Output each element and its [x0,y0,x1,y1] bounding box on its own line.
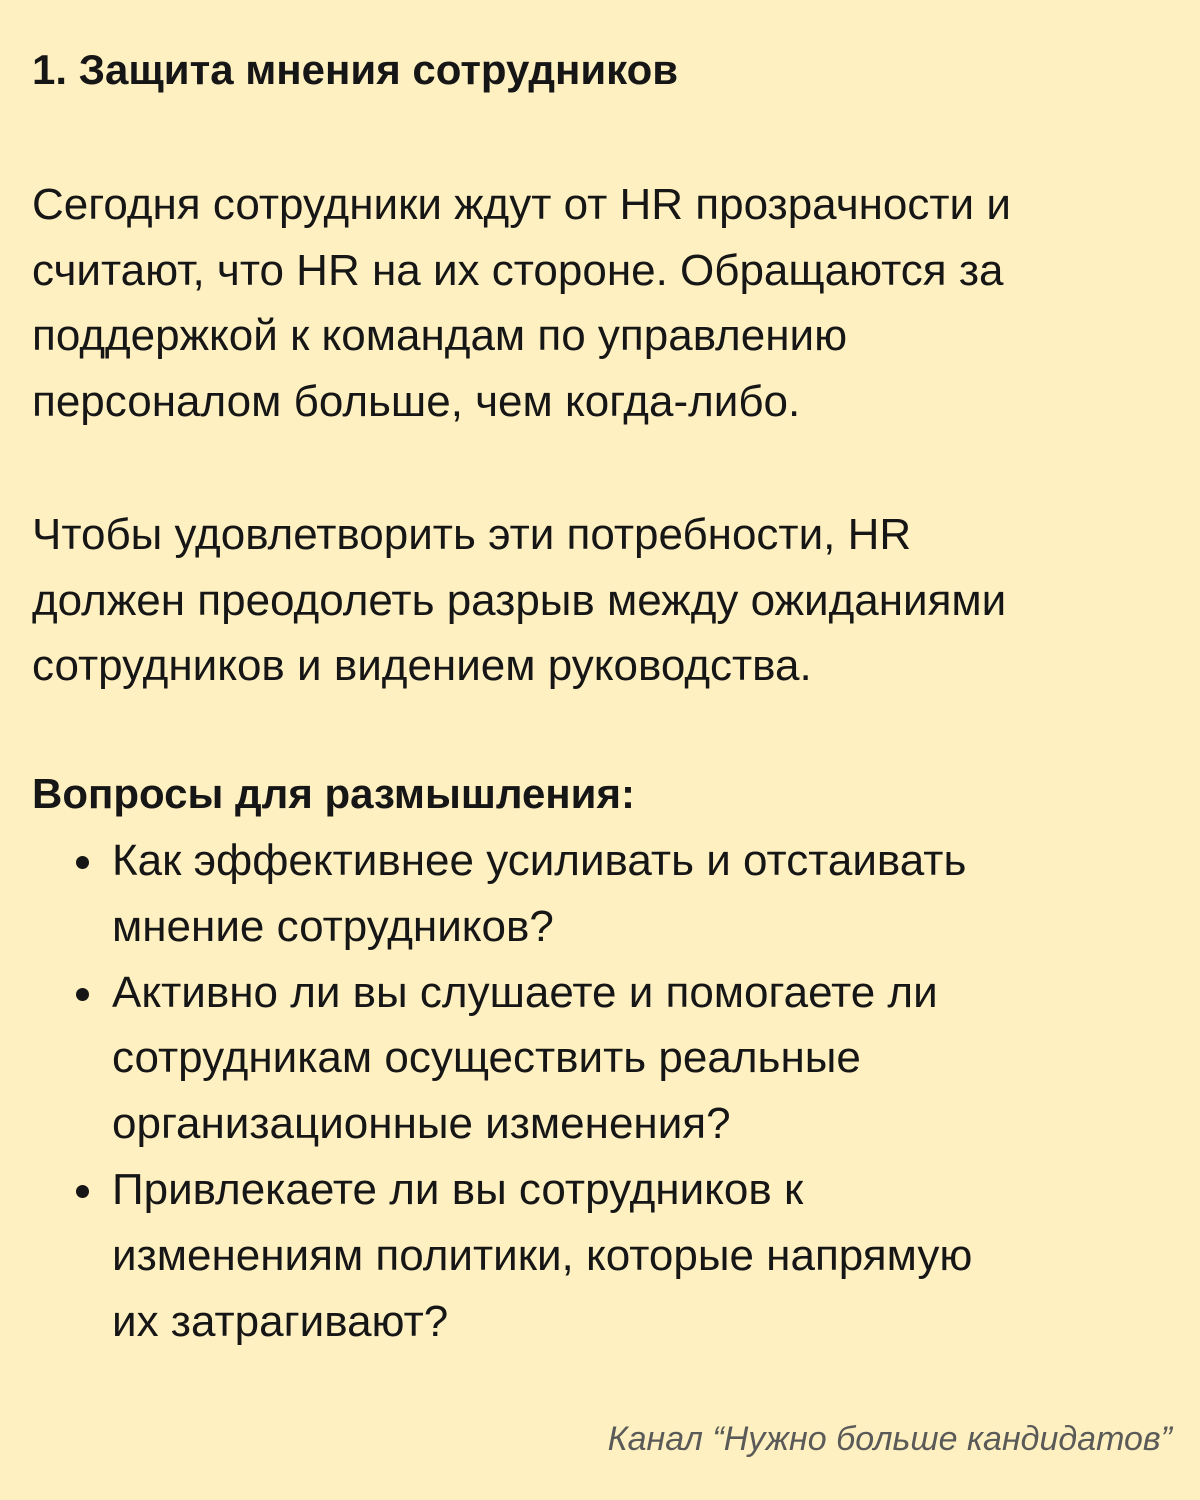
questions-heading: Вопросы для размышления: [32,770,635,817]
bullet-icon [76,1185,89,1198]
text-line: персоналом больше, чем когда-либо. [32,376,801,426]
list-item [112,828,972,960]
list-item [112,960,972,1157]
paragraph-1 [32,172,1011,434]
bullet-icon [76,988,89,1001]
text-line: Сегодня сотрудники ждут от HR прозрачности и [32,180,1011,229]
text-line: считают, что HR на их стороне. Обращаются за [32,245,1004,295]
text-line: должен преодолеть разрыв между ожиданиями [32,575,1007,625]
text-line: поддержкой к командам по управлению [32,311,848,360]
text-line: Привлекаете ли вы сотрудников к [112,1164,804,1214]
text-line: сотрудников и видением руководства. [32,641,812,690]
page-title: 1. Защита мнения сотрудников [32,46,679,93]
text-line: Чтобы удовлетворить эти потребности, HR [32,510,912,559]
text-line: Как эффективнее усиливать и отстаивать [112,836,967,885]
list-item [112,1157,972,1354]
paragraph-2 [32,502,1006,699]
text-line: их затрагивают? [112,1296,449,1346]
channel-credit: Канал “Нужно больше кандидатов” [607,1420,1172,1458]
text-line: изменениям политики, которые напрямую [112,1230,973,1280]
questions-list [112,828,972,1354]
text-line: организационные изменения? [112,1099,731,1149]
bullet-icon [76,856,89,869]
text-line: мнение сотрудников? [112,901,554,951]
text-line: сотрудникам осуществить реальные [112,1033,861,1083]
text-line: Активно ли вы слушаете и помогаете ли [112,967,938,1017]
